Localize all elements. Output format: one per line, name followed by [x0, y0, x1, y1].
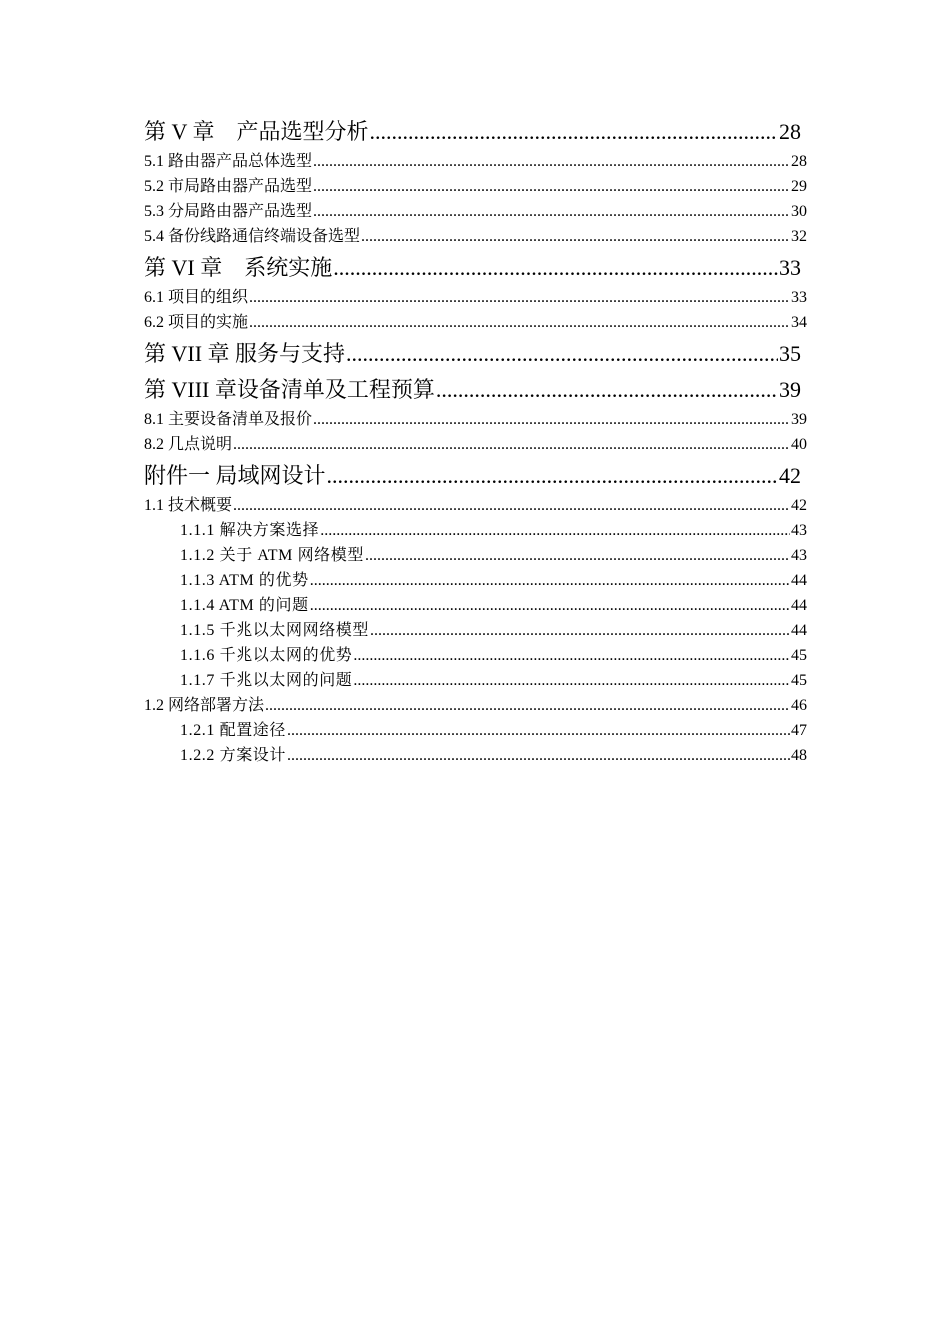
toc-entry-label: 1.2.2 方案设计: [180, 747, 287, 764]
dot-leader: [313, 149, 790, 174]
toc-page-number: 43: [791, 547, 807, 564]
toc-section-5-3[interactable]: [144, 199, 807, 224]
toc-page-number: 45: [791, 647, 807, 664]
toc-page-number: 30: [791, 203, 807, 220]
toc-page-number: 44: [791, 597, 807, 614]
dot-leader: [333, 251, 778, 285]
toc-page-number: 34: [791, 314, 807, 331]
toc-page-number: 32: [791, 228, 807, 245]
dot-leader: [249, 310, 790, 335]
dot-leader: [346, 337, 778, 371]
toc-entry-label: 6.1 项目的组织: [144, 289, 249, 306]
dot-leader: [249, 285, 790, 310]
toc-entry-label: 附件一 局域网设计: [144, 463, 326, 488]
toc-entry-label: 5.1 路由器产品总体选型: [144, 153, 313, 170]
toc-page-number: 35: [779, 341, 801, 366]
toc-page-number: 40: [791, 436, 807, 453]
toc-entry-label: 1.1 技术概要: [144, 497, 233, 514]
toc-entry-label: 第 VII 章 服务与支持: [144, 341, 346, 366]
dot-leader: [370, 618, 790, 643]
toc-section-1-1[interactable]: [144, 493, 807, 518]
toc-subsection-1-1-3[interactable]: [144, 568, 807, 593]
toc-page-number: 33: [791, 289, 807, 306]
toc-entry-label: 8.1 主要设备清单及报价: [144, 411, 313, 428]
toc-entry-label: 1.1.1 解决方案选择: [180, 522, 320, 539]
dot-leader: [233, 432, 790, 457]
toc-page-number: 39: [791, 411, 807, 428]
dot-leader: [370, 115, 779, 149]
dot-leader: [310, 593, 790, 618]
toc-entry-label: 8.2 几点说明: [144, 436, 233, 453]
toc-subsection-1-1-6[interactable]: [144, 643, 807, 668]
dot-leader: [320, 518, 790, 543]
toc-entry-label: 1.1.6 千兆以太网的优势: [180, 647, 353, 664]
toc-entry-label: 1.2 网络部署方法: [144, 697, 265, 714]
toc-page-number: 33: [779, 255, 801, 280]
toc-entry-label: 5.3 分局路由器产品选型: [144, 203, 313, 220]
dot-leader: [287, 718, 790, 743]
toc-section-8-1[interactable]: [144, 407, 807, 432]
toc-page-number: 45: [791, 672, 807, 689]
toc-subsection-1-1-2[interactable]: [144, 543, 807, 568]
dot-leader: [265, 693, 790, 718]
dot-leader: [436, 373, 778, 407]
toc-page-number: 28: [791, 153, 807, 170]
toc-entry-label: 1.1.2 关于 ATM 网络模型: [180, 547, 364, 564]
toc-section-6-1[interactable]: [144, 285, 807, 310]
toc-subsection-1-1-1[interactable]: [144, 518, 807, 543]
dot-leader: [353, 668, 790, 693]
toc-page-number: 44: [791, 572, 807, 589]
toc-section-5-2[interactable]: [144, 174, 807, 199]
toc-section-8-2[interactable]: [144, 432, 807, 457]
toc-entry-label: 第 V 章 产品选型分析: [144, 119, 369, 144]
toc-entry-label: 1.1.3 ATM 的优势: [180, 572, 309, 589]
toc-entry-label: 第 VIII 章设备清单及工程预算: [144, 377, 435, 402]
table-of-contents: [144, 113, 807, 768]
toc-chapter-vi[interactable]: [144, 251, 807, 285]
toc-page-number: 28: [779, 119, 801, 144]
toc-entry-label: 1.1.7 千兆以太网的问题: [180, 672, 353, 689]
toc-section-5-4[interactable]: [144, 224, 807, 249]
toc-section-1-2[interactable]: [144, 693, 807, 718]
toc-page-number: 29: [791, 178, 807, 195]
toc-entry-label: 5.2 市局路由器产品选型: [144, 178, 313, 195]
dot-leader: [233, 493, 790, 518]
toc-page-number: 47: [791, 722, 807, 739]
toc-chapter-vii[interactable]: [144, 337, 807, 371]
toc-entry-label: 1.1.4 ATM 的问题: [180, 597, 309, 614]
toc-entry-label: 1.1.5 千兆以太网网络模型: [180, 622, 370, 639]
toc-chapter-viii[interactable]: [144, 373, 807, 407]
dot-leader: [353, 643, 790, 668]
dot-leader: [365, 543, 790, 568]
toc-section-6-2[interactable]: [144, 310, 807, 335]
toc-subsection-1-1-5[interactable]: [144, 618, 807, 643]
toc-page-number: 42: [779, 463, 801, 488]
toc-page-number: 39: [779, 377, 801, 402]
toc-page-number: 42: [791, 497, 807, 514]
dot-leader: [313, 407, 790, 432]
toc-section-5-1[interactable]: [144, 149, 807, 174]
dot-leader: [310, 568, 790, 593]
toc-entry-label: 1.2.1 配置途径: [180, 722, 287, 739]
dot-leader: [313, 174, 790, 199]
toc-chapter-v[interactable]: [144, 115, 807, 149]
dot-leader: [327, 459, 778, 493]
toc-subsection-1-1-7[interactable]: [144, 668, 807, 693]
toc-page-number: 46: [791, 697, 807, 714]
toc-entry-label: 5.4 备份线路通信终端设备选型: [144, 228, 361, 245]
dot-leader: [313, 199, 790, 224]
dot-leader: [361, 224, 790, 249]
toc-page-number: 48: [791, 747, 807, 764]
toc-page-number: 44: [791, 622, 807, 639]
toc-entry-label: 6.2 项目的实施: [144, 314, 249, 331]
toc-entry-label: 第 VI 章 系统实施: [144, 255, 333, 280]
toc-subsection-1-1-4[interactable]: [144, 593, 807, 618]
toc-appendix-1[interactable]: [144, 459, 807, 493]
dot-leader: [287, 743, 790, 768]
toc-page-number: 43: [791, 522, 807, 539]
toc-subsection-1-2-2[interactable]: [144, 743, 807, 768]
toc-subsection-1-2-1[interactable]: [144, 718, 807, 743]
